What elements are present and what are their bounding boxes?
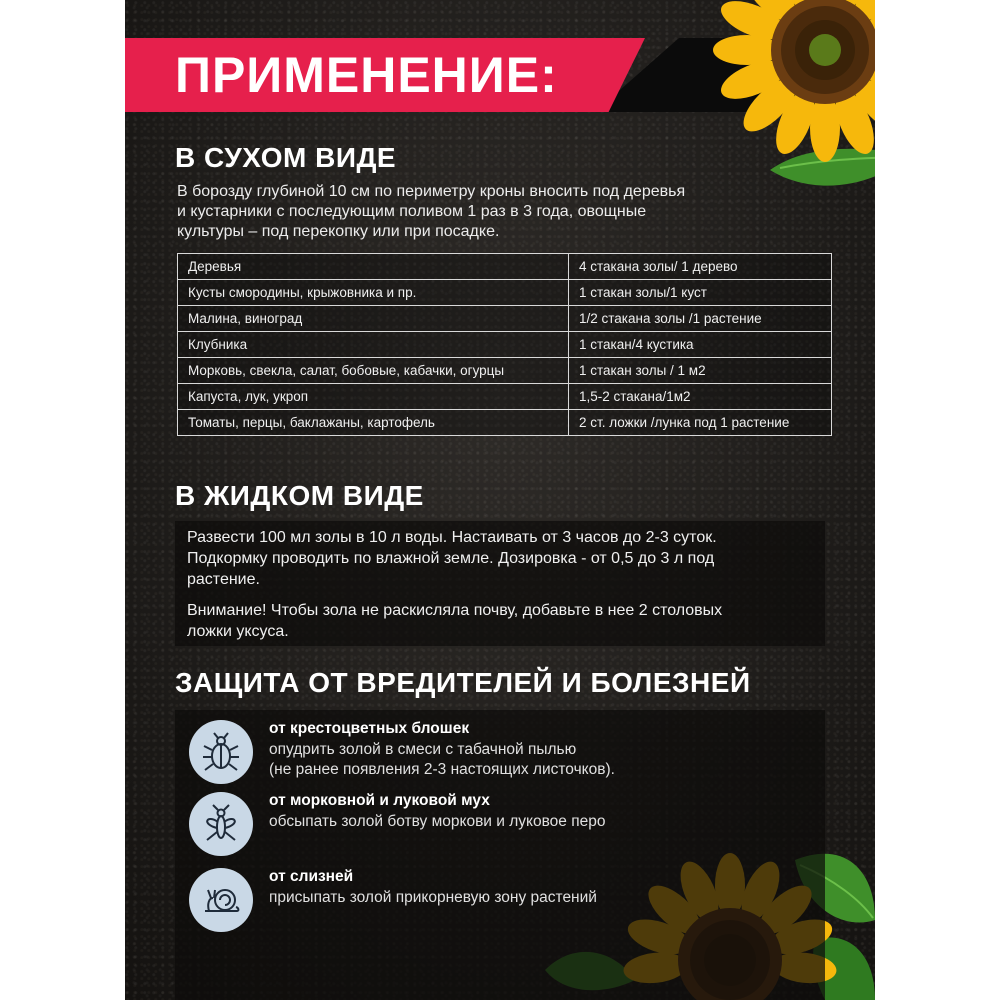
pest-title: от слизней bbox=[269, 868, 354, 885]
dose-cell: 1 стакан золы / 1 м2 bbox=[569, 358, 832, 384]
liquid-panel bbox=[175, 521, 825, 646]
dry-text-line: культуры – под перекопку или при посадке. bbox=[177, 223, 500, 240]
pest-title: от морковной и луковой мух bbox=[269, 792, 490, 809]
dose-cell: 1/2 стакана золы /1 растение bbox=[569, 306, 832, 332]
plant-cell: Кусты смородины, крыжовника и пр. bbox=[178, 280, 569, 306]
dose-cell: 1 стакан золы/1 куст bbox=[569, 280, 832, 306]
plant-cell: Томаты, перцы, баклажаны, картофель bbox=[178, 410, 569, 436]
plant-cell: Морковь, свекла, салат, бобовые, кабачки, огурцы bbox=[178, 358, 569, 384]
plant-cell: Малина, виноград bbox=[178, 306, 569, 332]
dry-text-line: и кустарники с последующим поливом 1 раз в 3 года, овощные bbox=[177, 203, 647, 220]
liquid-text-line: растение. bbox=[187, 571, 260, 588]
pest-desc-line: (не ранее появления 2-3 настоящих листочков). bbox=[269, 761, 615, 778]
dose-cell: 1 стакан/4 кустика bbox=[569, 332, 832, 358]
list-item bbox=[189, 792, 809, 862]
table-row bbox=[178, 254, 832, 280]
dry-text-line: В борозду глубиной 10 см по периметру кроны вносить под деревья bbox=[177, 183, 686, 200]
liquid-text-line: Развести 100 мл золы в 10 л воды. Настаивать от 3 часов до 2-3 суток. bbox=[187, 529, 717, 546]
protection-panel bbox=[175, 710, 825, 1000]
liquid-text-line: Подкормку проводить по влажной земле. Дозировка - от 0,5 до 3 л под bbox=[187, 550, 715, 567]
snail-icon bbox=[189, 868, 253, 932]
plant-cell: Клубника bbox=[178, 332, 569, 358]
pest-description bbox=[269, 888, 597, 908]
dose-table bbox=[177, 253, 832, 436]
pest-description bbox=[269, 740, 615, 780]
table-row bbox=[178, 280, 832, 306]
warning-text-line: Внимание! Чтобы зола не раскисляла почву, добавьте в нее 2 столовых bbox=[187, 602, 723, 619]
plant-cell: Капуста, лук, укроп bbox=[178, 384, 569, 410]
table-row bbox=[178, 358, 832, 384]
table-row bbox=[178, 384, 832, 410]
page-title: ПРИМЕНЕНИЕ: bbox=[175, 47, 558, 103]
warning-paragraph bbox=[187, 600, 813, 642]
liquid-paragraph bbox=[187, 527, 813, 590]
pest-title: от крестоцветных блошек bbox=[269, 720, 470, 737]
dose-cell: 2 ст. ложки /лунка под 1 растение bbox=[569, 410, 832, 436]
list-item bbox=[189, 720, 809, 790]
poster bbox=[125, 0, 875, 1000]
table-row bbox=[178, 332, 832, 358]
plant-cell: Деревья bbox=[178, 254, 569, 280]
pest-description bbox=[269, 812, 605, 832]
protection-heading: ЗАЩИТА ОТ ВРЕДИТЕЛЕЙ И БОЛЕЗНЕЙ bbox=[175, 667, 751, 698]
table-row bbox=[178, 410, 832, 436]
list-item bbox=[189, 868, 809, 938]
fly-icon bbox=[189, 792, 253, 856]
beetle-icon bbox=[189, 720, 253, 784]
warning-text-line: ложки уксуса. bbox=[187, 623, 289, 640]
pest-desc-line: опудрить золой в смеси с табачной пылью bbox=[269, 741, 577, 758]
dose-cell: 1,5-2 стакана/1м2 bbox=[569, 384, 832, 410]
pest-desc-line: обсыпать золой ботву моркови и луковое перо bbox=[269, 813, 606, 830]
liquid-heading: В ЖИДКОМ ВИДЕ bbox=[175, 480, 424, 511]
pest-desc-line: присыпать золой прикорневую зону растений bbox=[269, 889, 597, 906]
table-row bbox=[178, 306, 832, 332]
dry-heading: В СУХОМ ВИДЕ bbox=[175, 142, 397, 173]
dose-cell: 4 стакана золы/ 1 дерево bbox=[569, 254, 832, 280]
dry-description bbox=[177, 182, 817, 242]
